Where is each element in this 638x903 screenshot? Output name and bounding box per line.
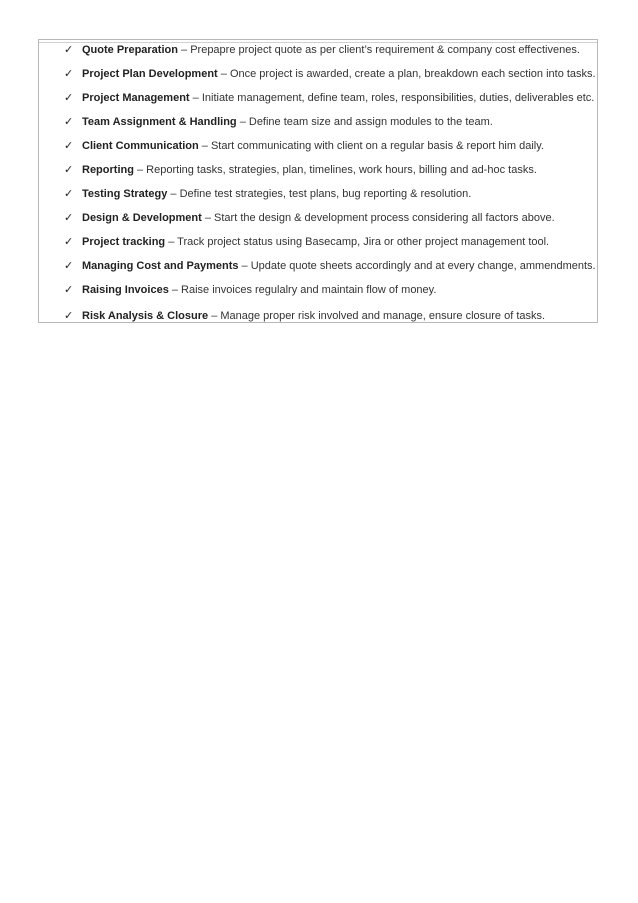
check-mark-icon: ✓ [64,283,74,296]
item-term: Project tracking [82,236,166,248]
item-description: – Manage proper risk involved and manage, ensure closure of tasks. [208,310,546,322]
item-description: – Track project status using Basecamp, Jira or other project management tool. [165,236,550,248]
item-term: Reporting [82,164,134,176]
item-term: Managing Cost and Payments [82,260,239,272]
check-mark-icon: ✓ [64,235,74,248]
item-description: – Raise invoices regulalry and maintain flow of money. [168,284,437,296]
item-term: Quote Preparation [82,44,178,56]
item-term: Testing Strategy [82,188,168,200]
item-description: – Initiate management, define team, roles, responsibilities, duties, deliverables etc. [189,92,595,104]
list-item [64,210,555,226]
check-mark-icon: ✓ [64,115,74,128]
check-mark-icon: ✓ [64,259,74,272]
item-term: Client Communication [82,140,199,152]
item-term: Risk Analysis & Closure [82,310,209,322]
check-mark-icon: ✓ [64,187,74,200]
item-description: – Start the design & development process considering all factors above. [201,212,555,224]
item-term: Design & Development [82,212,202,224]
item-description: – Start communicating with client on a regular basis & report him daily. [198,140,544,152]
item-description: – Define team size and assign modules to the team. [236,116,493,128]
item-description: – Define test strategies, test plans, bug reporting & resolution. [167,188,472,200]
item-term: Team Assignment & Handling [82,116,237,128]
list-item [64,90,594,106]
responsibilities-box [38,39,598,323]
list-item [64,162,537,178]
check-mark-icon: ✓ [64,139,74,152]
item-description: – Once project is awarded, create a plan, breakdown each section into tasks. [217,68,596,80]
list-item [64,66,596,82]
item-description: – Prepapre project quote as per client’s requirement & company cost effectivenes. [177,44,580,56]
list-item [64,258,596,274]
list-item [64,186,471,202]
check-mark-icon: ✓ [64,67,74,80]
item-description: – Reporting tasks, strategies, plan, timelines, work hours, billing and ad-hoc tasks. [133,164,537,176]
list-item [64,42,580,58]
list-item [64,114,493,130]
check-mark-icon: ✓ [64,163,74,176]
item-description: – Update quote sheets accordingly and at every change, ammendments. [238,260,596,272]
list-item [64,138,544,154]
list-item [64,282,436,298]
item-term: Project Management [82,92,190,104]
check-mark-icon: ✓ [64,211,74,224]
check-mark-icon: ✓ [64,91,74,104]
list-item [64,308,545,324]
list-item [64,234,549,250]
item-term: Project Plan Development [82,68,218,80]
check-mark-icon: ✓ [64,309,74,322]
check-mark-icon: ✓ [64,43,74,56]
item-term: Raising Invoices [82,284,169,296]
